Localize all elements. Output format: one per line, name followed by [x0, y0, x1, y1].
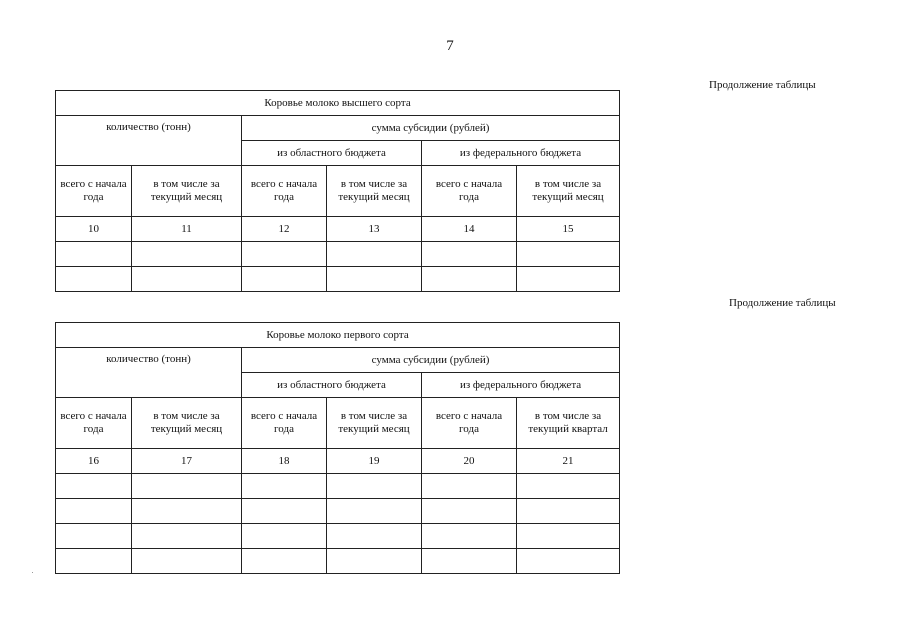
table-cell — [327, 524, 422, 549]
table-title: Коровье молоко первого сорта — [56, 323, 620, 348]
continuation-label-2: Продолжение таблицы — [729, 297, 836, 309]
table-cell — [242, 267, 327, 292]
column-header: в том числе за текущий месяц — [327, 398, 422, 449]
table-cell — [422, 499, 517, 524]
column-number: 15 — [517, 217, 620, 242]
table-cell — [56, 242, 132, 267]
column-number: 18 — [242, 449, 327, 474]
table-cell — [56, 524, 132, 549]
table-cell — [242, 242, 327, 267]
table-cell — [132, 499, 242, 524]
table-cell — [56, 549, 132, 574]
column-header: всего с начала года — [242, 166, 327, 217]
subsidy-header: сумма субсидии (рублей) — [242, 116, 620, 141]
table-cell — [56, 474, 132, 499]
column-number: 19 — [327, 449, 422, 474]
table-cell — [517, 242, 620, 267]
table-cell — [242, 524, 327, 549]
column-number: 16 — [56, 449, 132, 474]
table-cell — [517, 499, 620, 524]
column-number: 14 — [422, 217, 517, 242]
regional-budget-header: из областного бюджета — [242, 373, 422, 398]
table-cell — [422, 242, 517, 267]
column-number: 17 — [132, 449, 242, 474]
table-row — [56, 242, 620, 267]
table-row — [56, 267, 620, 292]
table-row — [56, 549, 620, 574]
column-header: в том числе за текущий месяц — [132, 398, 242, 449]
table-cell — [422, 474, 517, 499]
column-number: 20 — [422, 449, 517, 474]
table-cell — [327, 242, 422, 267]
table-cell — [422, 267, 517, 292]
table-cell — [132, 549, 242, 574]
table-row — [56, 499, 620, 524]
column-header: всего с начала года — [422, 398, 517, 449]
column-number: 21 — [517, 449, 620, 474]
page-number: 7 — [446, 38, 454, 54]
table-cell — [327, 474, 422, 499]
column-number: 11 — [132, 217, 242, 242]
column-header: в том числе за текущий месяц — [327, 166, 422, 217]
table-cell — [517, 474, 620, 499]
table-row — [56, 474, 620, 499]
column-number: 12 — [242, 217, 327, 242]
table-first-grade-milk — [55, 322, 620, 574]
column-header: в том числе за текущий квартал — [517, 398, 620, 449]
table-cell — [242, 549, 327, 574]
subsidy-header: сумма субсидии (рублей) — [242, 348, 620, 373]
quantity-header: количество (тонн) — [56, 348, 242, 398]
continuation-label-1: Продолжение таблицы — [709, 79, 816, 91]
scan-speck — [32, 572, 33, 573]
table-cell — [327, 267, 422, 292]
table-cell — [132, 267, 242, 292]
table-cell — [242, 474, 327, 499]
column-header: всего с начала года — [56, 166, 132, 217]
table-cell — [422, 549, 517, 574]
column-number: 10 — [56, 217, 132, 242]
table-cell — [327, 549, 422, 574]
quantity-header: количество (тонн) — [56, 116, 242, 166]
table-cell — [242, 499, 327, 524]
table-row — [56, 524, 620, 549]
table-cell — [327, 499, 422, 524]
column-header: всего с начала года — [422, 166, 517, 217]
table-cell — [517, 524, 620, 549]
table-title: Коровье молоко высшего сорта — [56, 91, 620, 116]
table-cell — [517, 267, 620, 292]
table-premium-milk — [55, 90, 620, 292]
table-cell — [56, 267, 132, 292]
table-cell — [132, 524, 242, 549]
column-header: всего с начала года — [56, 398, 132, 449]
column-header: всего с начала года — [242, 398, 327, 449]
table-cell — [56, 499, 132, 524]
table-cell — [132, 242, 242, 267]
column-number: 13 — [327, 217, 422, 242]
table-cell — [517, 549, 620, 574]
federal-budget-header: из федерального бюджета — [422, 141, 620, 166]
table-cell — [132, 474, 242, 499]
column-header: в том числе за текущий месяц — [132, 166, 242, 217]
regional-budget-header: из областного бюджета — [242, 141, 422, 166]
federal-budget-header: из федерального бюджета — [422, 373, 620, 398]
table-cell — [422, 524, 517, 549]
column-header: в том числе за текущий месяц — [517, 166, 620, 217]
